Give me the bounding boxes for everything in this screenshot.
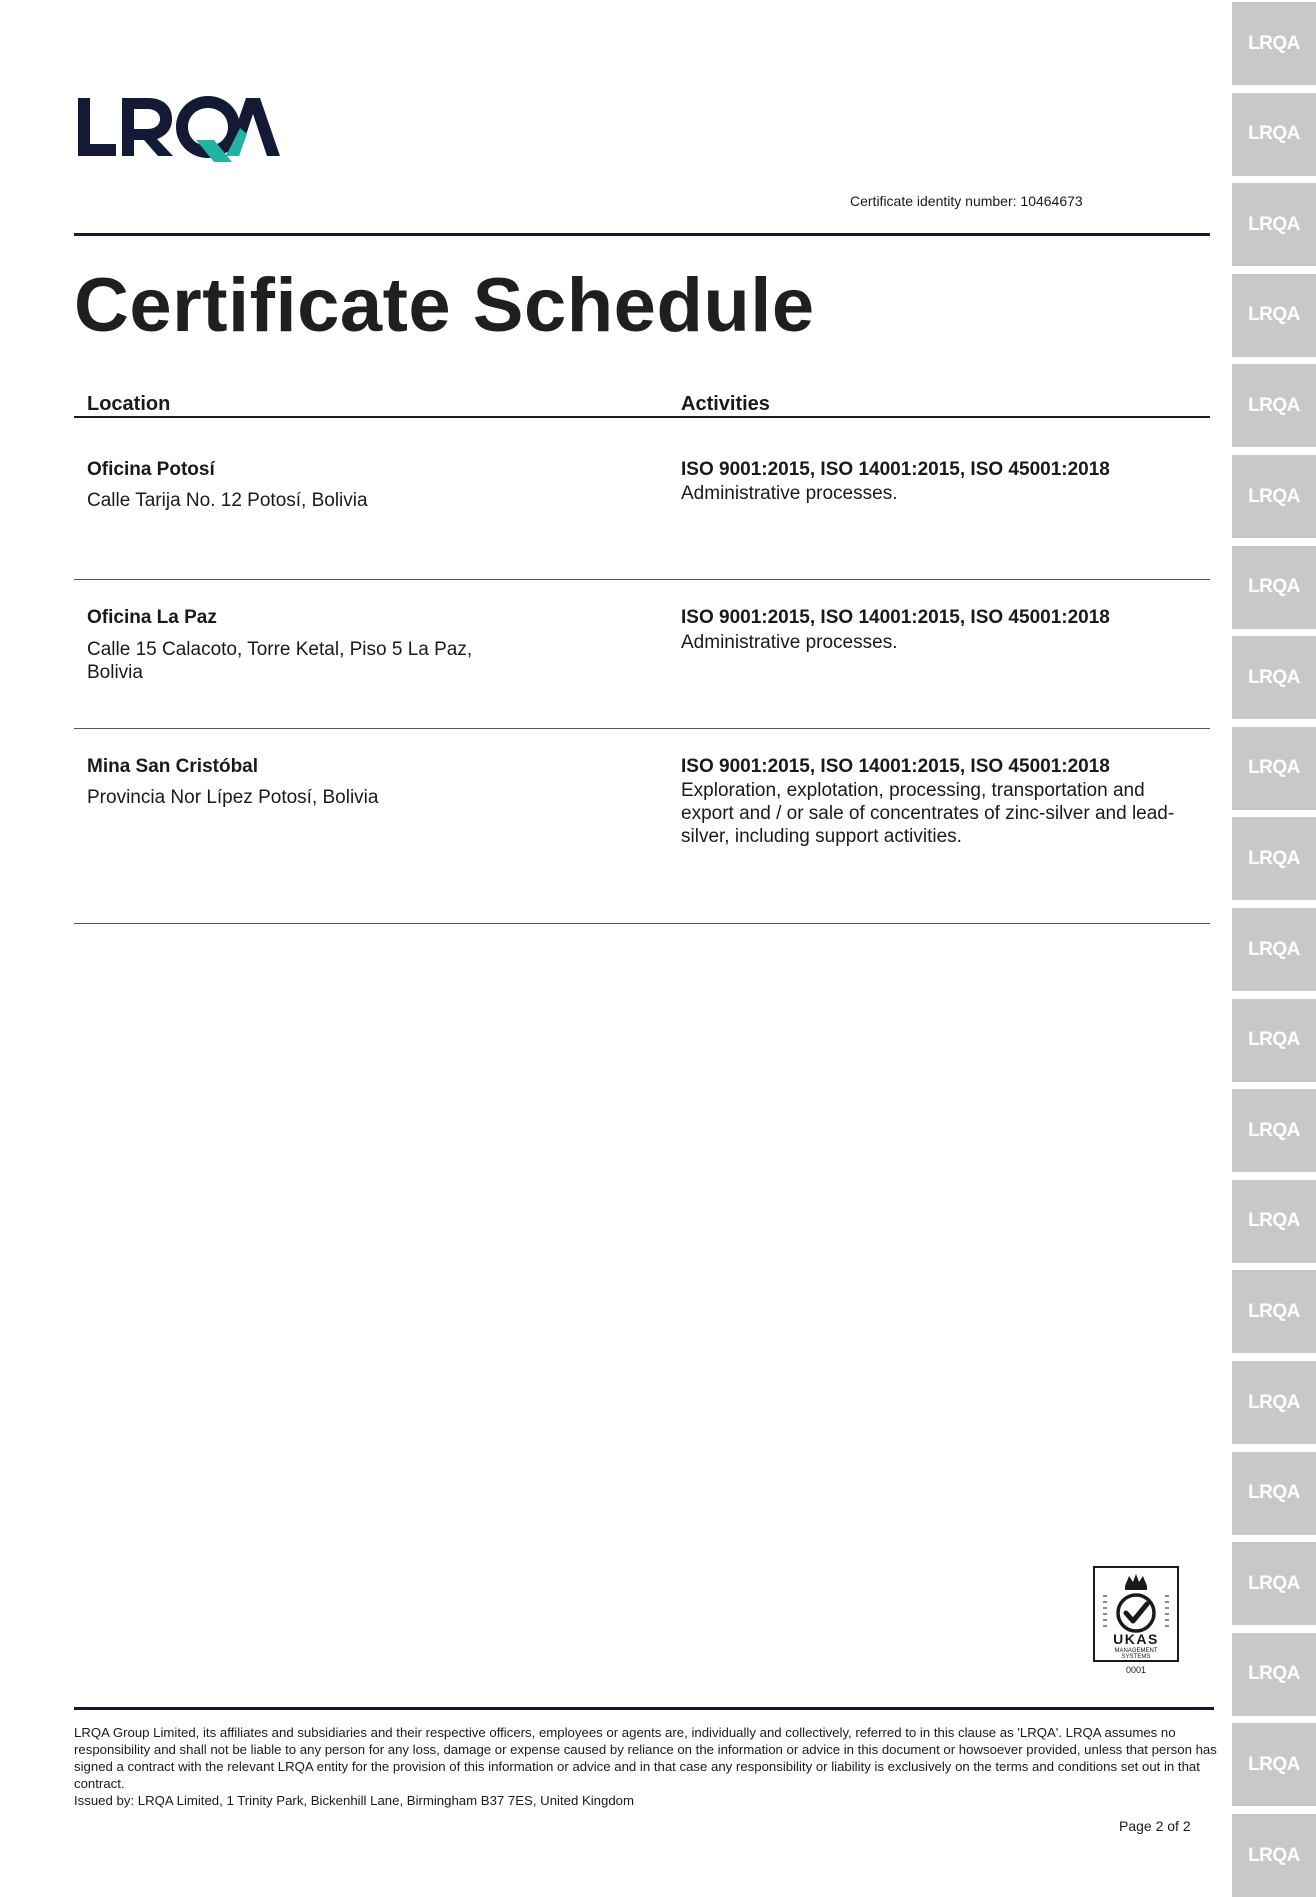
header-rule [74,233,1210,236]
location-address: Provincia Nor Lípez Potosí, Bolivia [87,787,379,808]
disclaimer-text: LRQA Group Limited, its affiliates and subsidiaries and their respective officers, employees or agents are, individually and collectively, referred to in this clause as 'LRQA'. LRQA assumes no responsibility and shall not be liable to any person for any loss, damage or expense caused by reliance on the information or advice in this document or howsoever provided, unless that person has signed a contract with the relevant LRQA entity for the provision of this information or advice and in that case any responsibility or liability is exclusively on the terms and conditions set out in that contract. [74,1725,1217,1791]
strip-tile: LRQA [1232,1542,1316,1625]
location-name: Oficina La Paz [87,607,217,628]
strip-tile: LRQA [1232,455,1316,538]
strip-tile: LRQA [1232,364,1316,447]
ukas-number: 0001 [1125,1665,1147,1675]
strip-tile: LRQA [1232,93,1316,176]
row-divider [74,579,1210,580]
ukas-name: UKAS [1113,1631,1159,1647]
location-name: Oficina Potosí [87,459,215,480]
strip-tile: LRQA [1232,817,1316,900]
page-number: Page 2 of 2 [1119,1818,1191,1834]
strip-tile: LRQA [1232,2,1316,85]
side-strip [1232,0,1316,1866]
strip-tile: LRQA [1232,1633,1316,1716]
strip-tile: LRQA [1232,1723,1316,1806]
strip-tile: LRQA [1232,1180,1316,1263]
strip-tile: LRQA [1232,546,1316,629]
strip-tile: LRQA [1232,1089,1316,1172]
column-header-activities: Activities [681,393,770,415]
location-name: Mina San Cristóbal [87,756,259,777]
activities: Administrative processes. [681,632,898,653]
strip-tile: LRQA [1232,1814,1316,1897]
issued-by: Issued by: LRQA Limited, 1 Trinity Park, Bickenhill Lane, Birmingham B37 7ES, United Kingdom [74,1793,635,1808]
strip-tile: LRQA [1232,183,1316,266]
activities: Exploration, explotation, processing, transportation and export and / or sale of concentrates of zinc-silver and lead-silver, including support activities. [681,780,1175,847]
strip-tile: LRQA [1232,1361,1316,1444]
certificate-id: Certificate identity number: 10464673 [850,193,1083,209]
strip-tile: LRQA [1232,908,1316,991]
page-title: Certificate Schedule [74,263,815,348]
row-divider [74,923,1210,924]
standards: ISO 9001:2015, ISO 14001:2015, ISO 45001:2018 [681,607,1110,628]
strip-tile: LRQA [1232,999,1316,1082]
ukas-crown-check-icon [1093,1566,1179,1676]
footer-rule [74,1707,1214,1710]
column-header-location: Location [87,393,171,415]
ukas-line2: SYSTEMS [1121,1654,1151,1660]
strip-tile: LRQA [1232,1452,1316,1535]
location-address: Calle Tarija No. 12 Potosí, Bolivia [87,490,368,511]
lrqa-logo [76,92,282,164]
standards: ISO 9001:2015, ISO 14001:2015, ISO 45001:2018 [681,459,1110,480]
standards: ISO 9001:2015, ISO 14001:2015, ISO 45001:2018 [681,756,1110,777]
strip-tile: LRQA [1232,274,1316,357]
strip-tile: LRQA [1232,636,1316,719]
table-header-rule [74,416,1210,418]
strip-tile: LRQA [1232,1270,1316,1353]
ukas-line1: MANAGEMENT [1114,1648,1158,1654]
strip-tile: LRQA [1232,727,1316,810]
row-divider [74,728,1210,729]
location-address: Calle 15 Calacoto, Torre Ketal, Piso 5 La Paz, Bolivia [87,639,473,683]
activities: Administrative processes. [681,483,898,504]
